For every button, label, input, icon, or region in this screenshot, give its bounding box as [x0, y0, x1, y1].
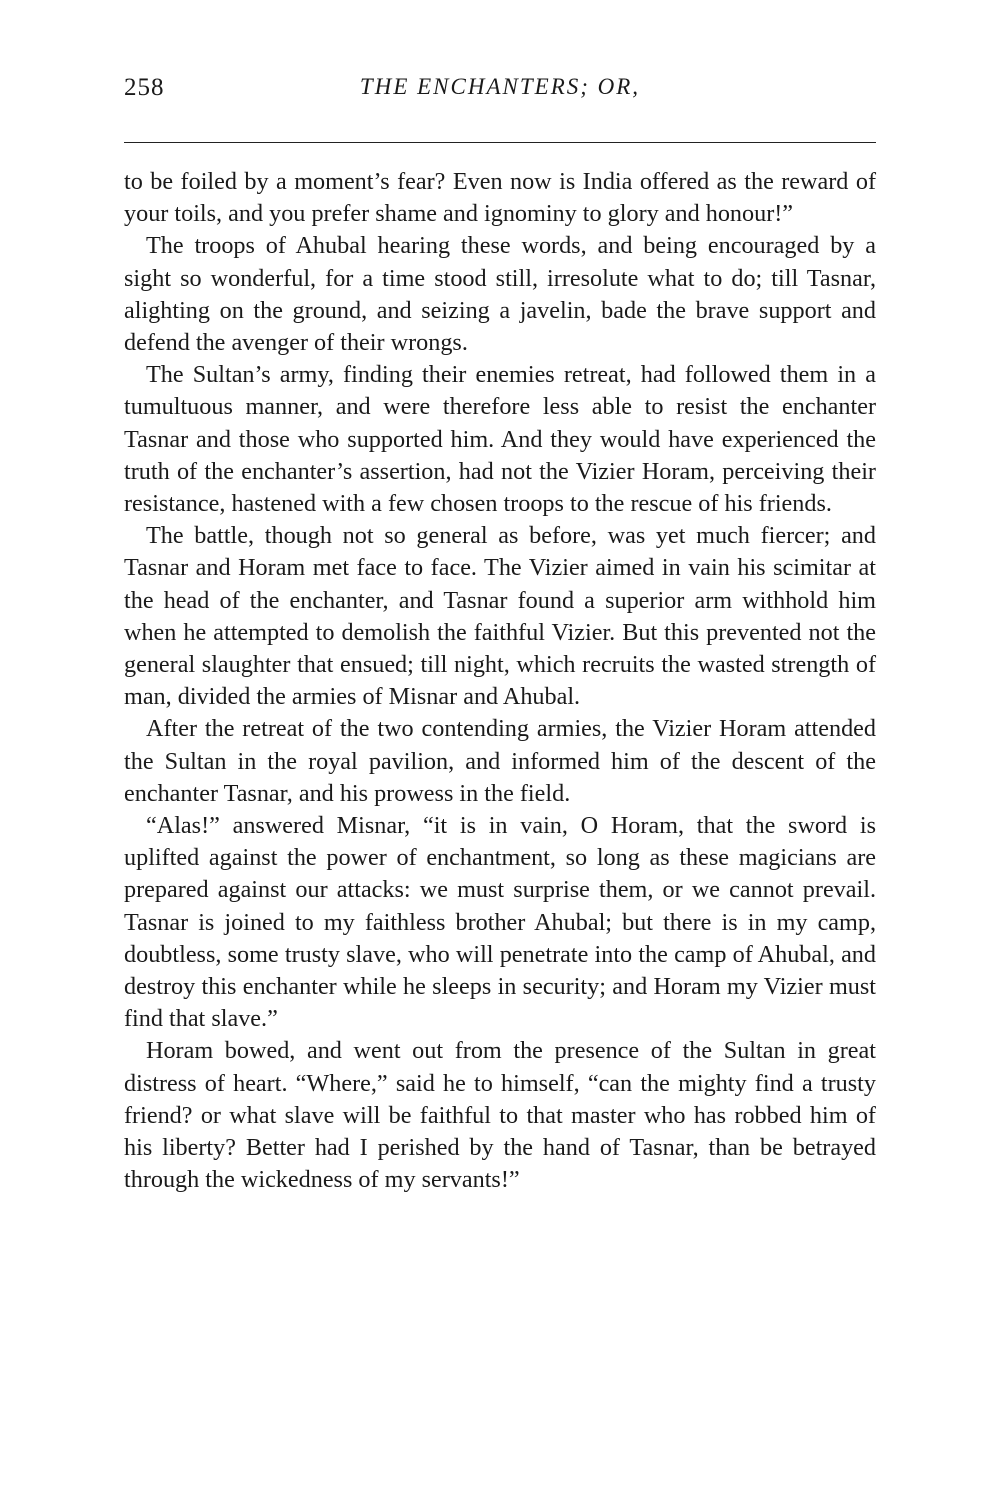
paragraph: After the retreat of the two contending armies, the Vizier Horam attended the Sultan in the royal pavilion, and informed him of the descent of the enchanter Tasnar, and his prowess in the field. [124, 715, 876, 807]
page-header [124, 74, 876, 114]
paragraph: The Sultan’s army, finding their enemies retreat, had followed them in a tumultuous manner, and were therefore less able to resist the enchanter Tasnar and those who supported him. And they would have experienced the truth of the enchanter’s assertion, had not the Vizier Horam, perceiving their resistance, hastened with a few chosen troops to the rescue of his friends. [124, 361, 876, 518]
paragraph: The battle, though not so general as before, was yet much fiercer; and Tasnar and Horam met face to face. The Vizier aimed in vain his scimitar at the head of the enchanter, and Tasnar found a superior arm withhold him when he attempted to demolish the faithful Vizier. But this prevented not the general slaughter that ensued; till night, which recruits the wasted strength of man, divided the armies of Misnar and Ahubal. [124, 522, 876, 711]
paragraph: to be foiled by a moment’s fear? Even now is India offered as the reward of your toils, and you prefer shame and ignominy to glory and honour!” [124, 168, 876, 228]
running-title: THE ENCHANTERS; OR, [359, 74, 641, 99]
paragraph: The troops of Ahubal hearing these words, and being encouraged by a sight so wonderful, for a time stood still, irresolute what to do; till Tasnar, alighting on the ground, and seizing a javelin, bade the brave support and defend the avenger of their wrongs. [124, 232, 876, 357]
paragraph: Horam bowed, and went out from the presence of the Sultan in great distress of heart. “Where,” said he to himself, “can the mighty find a trusty friend? or what slave will be faithful to that master who has robbed him of his liberty? Better had I perished by the hand of Tasnar, than be betrayed through the wickedness of my servants!” [124, 1037, 876, 1194]
paragraph: “Alas!” answered Misnar, “it is in vain, O Horam, that the sword is uplifted against the power of enchantment, so long as these magicians are prepared against our attacks: we must surprise them, or we cannot prevail. Tasnar is joined to my faithless brother Ahubal; but there is in my camp, doubtless, some trusty slave, who will penetrate into the camp of Ahubal, and destroy this enchanter while he sleeps in security; and Horam my Vizier must find that slave.” [124, 812, 876, 1033]
header-rule [124, 142, 876, 143]
page-number: 258 [124, 74, 165, 101]
body-text [124, 166, 876, 1197]
